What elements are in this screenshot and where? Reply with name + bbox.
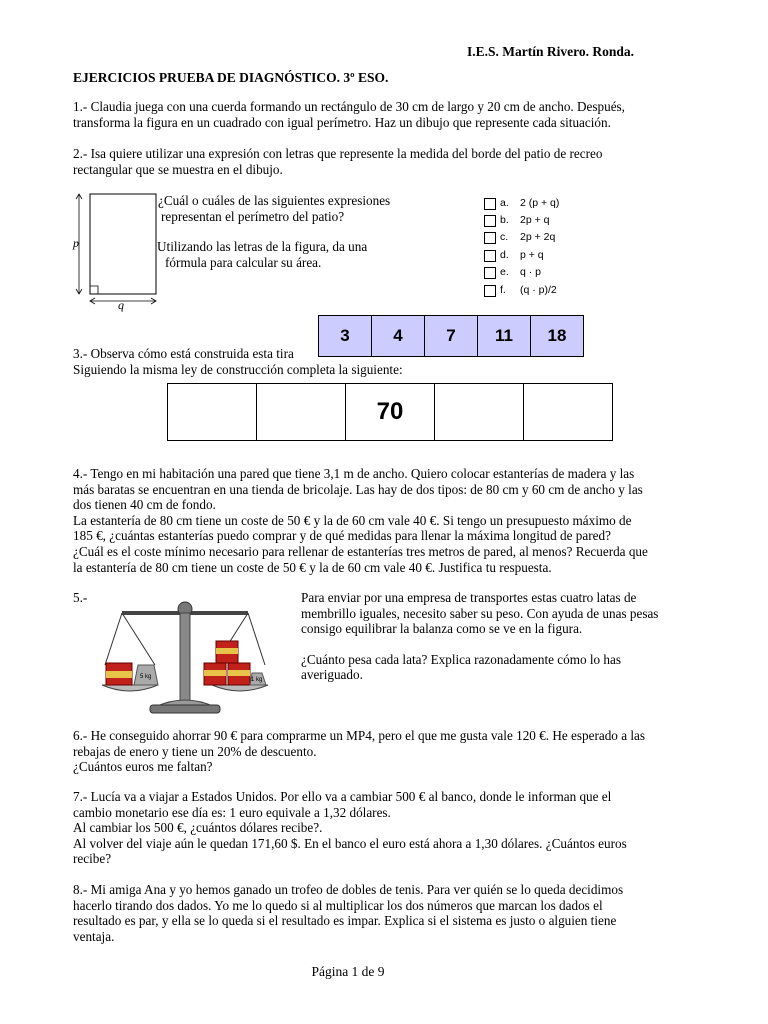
ex4-line4: La estantería de 80 cm tiene un coste de 50 € y la de 60 cm vale 40 €. Si tengo un presupuesto máximo de <box>73 512 632 528</box>
strip-cell: 18 <box>531 316 584 357</box>
ex4-line1: 4.- Tengo en mi habitación una pared que tiene 3,1 m de ancho. Quiero colocar estanterías de madera y las <box>73 466 635 481</box>
ex5-line1: Para enviar por una empresa de transportes estas cuatro latas de <box>301 590 637 605</box>
ex8-line4: ventaja. <box>73 928 115 944</box>
strip-cell: 3 <box>319 316 372 357</box>
label-q: q <box>118 298 124 312</box>
ex4-line3: dos tienen 40 cm de fondo. <box>73 497 216 513</box>
ex2-q2-line1: Utilizando las letras de la figura, da una <box>157 239 368 254</box>
page-number: Página 1 de 9 <box>311 964 385 979</box>
option-e[interactable]: e. q · p <box>484 265 541 281</box>
ex1-line2: transforma la figura en un cuadrado con igual perímetro. Haz un dibujo que represente cada situación. <box>73 114 611 130</box>
strip-blank-cell[interactable] <box>524 384 613 441</box>
checkbox-f[interactable] <box>484 285 496 297</box>
strip-cell: 7 <box>425 316 478 357</box>
ex6-line1: 6.- He conseguido ahorrar 90 € para comprarme un MP4, pero el que me gusta vale 120 €. He esperado a las <box>73 728 646 743</box>
checkbox-d[interactable] <box>484 250 496 262</box>
weight-1kg-label: 1 kg <box>251 677 263 683</box>
option-b[interactable]: b. 2p + q <box>484 213 550 229</box>
ex7-line2: cambio monetario ese día es: 1 euro equivale a 1,32 dólares. <box>73 804 391 820</box>
option-a[interactable]: a. 2 (p + q) <box>484 196 559 212</box>
ex4-line7: la estantería de 80 cm tiene un coste de 50 € y la de 60 cm vale 40 €. Justifica tu respuesta. <box>73 559 552 575</box>
strip-cell: 4 <box>372 316 425 357</box>
ex1-line1: 1.- Claudia juega con una cuerda formando un rectángulo de 30 cm de largo y 20 cm de ancho. Después, <box>73 99 625 114</box>
ex5-line5: averiguado. <box>301 667 363 683</box>
ex8-line3: resultado es par, y ella se lo queda si el resultado es impar. Explica si el sistema es justo o alguien tiene <box>73 913 617 929</box>
ex8-line1: 8.- Mi amiga Ana y yo hemos ganado un trofeo de dobles de tenis. Para ver quién se lo queda decidimos <box>73 882 624 897</box>
school-header: I.E.S. Martín Rivero. Ronda. <box>467 44 635 59</box>
ex2-question-area <box>157 239 367 270</box>
strip-blank-cell[interactable] <box>168 384 257 441</box>
checkbox-a[interactable] <box>484 198 496 210</box>
ex2-line1: 2.- Isa quiere utilizar una expresión con letras que represente la medida del borde del patio de recreo <box>73 146 603 161</box>
ex2-question-perimeter <box>158 193 390 224</box>
ex4-line6: ¿Cuál es el coste mínimo necesario para rellenar de estanterías tres metros de pared, al menos? Recuerda que <box>73 543 648 559</box>
ex2-q1-line1: ¿Cuál o cuáles de las siguientes expresiones <box>158 193 391 208</box>
option-d[interactable]: d. p + q <box>484 248 544 264</box>
checkbox-b[interactable] <box>484 215 496 227</box>
ex5-line4: ¿Cuánto pesa cada lata? Explica razonadamente cómo lo has <box>301 651 622 667</box>
patio-rectangle-figure <box>70 190 164 308</box>
option-c[interactable]: c. 2p + 2q <box>484 230 555 246</box>
exercise-4 <box>73 466 697 575</box>
ex2-q1-line2: representan el perímetro del patio? <box>161 208 345 224</box>
ex6-line2: rebajas de enero y tiene un 20% de descuento. <box>73 743 317 759</box>
ex2-line2: rectangular que se muestra en el dibujo. <box>73 161 283 177</box>
ex3-line2: Siguiendo la misma ley de construcción completa la siguiente: <box>73 362 403 377</box>
number-strip-example <box>318 315 584 357</box>
ex7-line4: Al volver del viaje aún le quedan 171,60 $. En el banco el euro está ahora a 1,30 dólares. ¿Cuántos euros <box>73 835 627 851</box>
strip-cell: 11 <box>478 316 531 357</box>
strip-blank-cell[interactable] <box>257 384 346 441</box>
page-title: EJERCICIOS PRUEBA DE DIAGNÓSTICO. 3º ESO. <box>73 70 389 85</box>
balance-scale-image <box>100 585 270 720</box>
exercise-2 <box>73 146 695 177</box>
ex7-line3: Al cambiar los 500 €, ¿cuántos dólares recibe?. <box>73 820 323 836</box>
exercise-5 <box>301 590 701 683</box>
label-p: p <box>73 236 79 250</box>
ex4-line5: 185 €, ¿cuántas estanterías puedo comprar y de qué medidas para llenar la máxima longitud de pared? <box>73 528 611 544</box>
weight-5kg-label: 5 kg <box>140 674 152 680</box>
checkbox-e[interactable] <box>484 267 496 279</box>
number-strip-to-complete <box>167 383 613 441</box>
ex5-number: 5.- <box>73 590 88 605</box>
ex7-line1: 7.- Lucía va a viajar a Estados Unidos. Por ello va a cambiar 500 € al banco, donde le informan que el <box>73 789 612 804</box>
exercise-8 <box>73 882 697 944</box>
strip-cell-given: 70 <box>346 384 435 441</box>
ex5-line2: membrillo iguales, necesito saber su peso. Con ayuda de unas pesas <box>301 605 659 621</box>
exercise-6 <box>73 728 697 775</box>
strip-blank-cell[interactable] <box>435 384 524 441</box>
exercise-1 <box>73 99 695 130</box>
ex4-line2: más baratas se encuentran en una tienda de bricolaje. Las hay de dos tipos: de 80 cm y 60 cm de ancho y las <box>73 481 643 497</box>
exercise-7 <box>73 789 697 867</box>
ex6-line3: ¿Cuántos euros me faltan? <box>73 759 213 775</box>
ex8-line2: hacerlo tirando dos dados. Yo me lo quedo si al multiplicar los dos números que marcan los dados el <box>73 897 603 913</box>
ex7-line5: recibe? <box>73 851 112 867</box>
ex3-line1: 3.- Observa cómo está construida esta tira <box>73 346 294 361</box>
ex5-line3: consigo equilibrar la balanza como se ve en la figura. <box>301 621 583 637</box>
ex2-q2-line2: fórmula para calcular su área. <box>165 254 322 270</box>
checkbox-c[interactable] <box>484 232 496 244</box>
option-f[interactable]: f. (q · p)/2 <box>484 283 557 299</box>
